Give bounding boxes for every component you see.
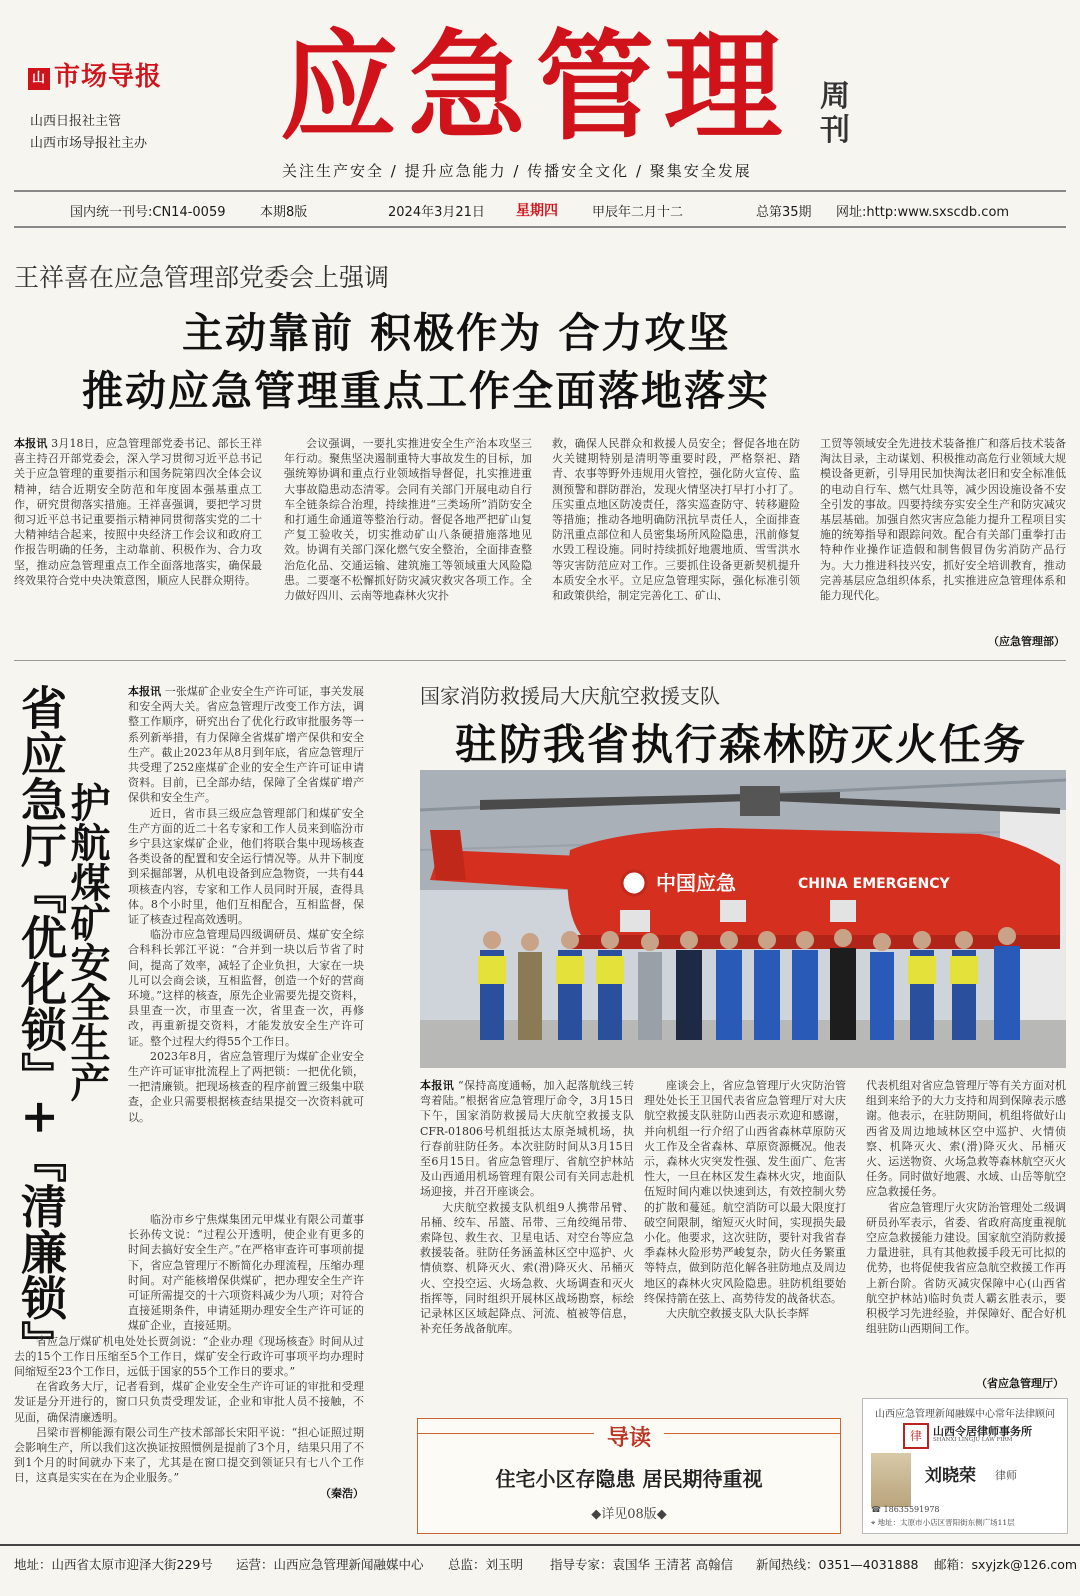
cn-number: 国内统一刊号:CN14-0059 — [70, 205, 226, 220]
logo-text: 市场导报 — [54, 62, 163, 92]
coal-paragraph-4: 2023年8月，省应急管理厅为煤矿企业安全生产许可证审批流程上了两把锁：一把优化锁，一把清廉锁。把现场核查的程序前置三级集中联查，企业只需要根据核查结果提交一次资料就可以。 — [128, 1049, 364, 1124]
coal-paragraph-8: 吕梁市晋柳能源有限公司生产技术部部长宋阳平说：“担心证照过期会影响生产，所以我们这次换证按照惯例是提前了3个月，结果只用了不到1个月的时间就办下来了，尤其是在窗口提交到领证只有七八个工作日，这真是实实在在为企业服务。” — [14, 1425, 364, 1485]
fire-kicker: 国家消防救援局大庆航空救援支队 — [420, 684, 720, 708]
coal-paragraph-2: 近日，省市县三级应急管理部门和煤矿安全生产方面的近二十名专家和工作人员来到临汾市乡宁县这家煤矿企业，他们将联合集中现场核查各类设备的配置和安全运行情况等。从井下制度到采掘部署，从机电设备到应急物资，一共有44项核查内容，专家和工作人员同时开展，查得具体。8个小时里，他们互相配合，互相监督，保证了核查过程高效透明。 — [128, 806, 364, 927]
lead-column-3: 救，确保人民群众和救援人员安全；督促各地在防火关键期特别是清明等重要时段，严格祭祀、踏青、农事等野外违规用火管控，强化防火宣传、监测预警和群防群治，发现火情坚决打早打小打了。压实重点地区防凌责任，落实巡查防守、转移避险等措施；推动各地明确防汛抗旱责任人，全面排查防汛重点部位和人员密集场所风险隐患，汛前修复水毁工程设施。同时持续抓好地震地质、雪雪洪水等灾害防范应对工作。三要抓住设备更新契机提升本质安全水平。立足应急管理实际，强化标准引领和政策供给，制定完善化工、矿山、 — [552, 437, 800, 603]
helicopter-cn-label: 中国应急 — [656, 871, 736, 895]
coal-column-bottom — [14, 1212, 364, 1532]
footer-experts: 指导专家：袁国华 王清茗 高翰信 — [550, 1557, 733, 1572]
coal-paragraph-7: 在省政务大厅，记者看到，煤矿企业安全生产许可证的审批和受理发证是分开进行的，窗口只负责受理发证，企业和审批人员不接触，不见面，确保清廉透明。 — [14, 1380, 364, 1424]
ad-header: 山西应急管理新闻融媒中心常年法律顾问 — [875, 1409, 1055, 1420]
lead-tag: 本报讯 — [14, 437, 48, 450]
coal-paragraph-1: 本报讯 一张煤矿企业安全生产许可证，事关发展和安全两大关。省应急管理厅改变工作方法，调整工作顺序，研究出台了优化行政审批服务等一系列新举措，有力保障全省煤矿增产保供和安全生产。截止2023年从8月到年底，省应急管理厅共受理了252座煤矿企业的安全生产许可证申请资料。目前，已全部办结，保障了全省煤矿增产保供和安全生产。 — [128, 685, 364, 805]
fire-tag: 本报讯 — [420, 1079, 455, 1092]
ad-photo-decoration — [871, 1453, 911, 1507]
section-divider — [14, 660, 1066, 661]
footer-operator: 运营：山西应急管理新闻融媒中心 — [236, 1557, 424, 1572]
masthead-slogan: 关注生产安全 / 提升应急能力 / 传播安全文化 / 聚集安全发展 — [282, 162, 752, 180]
masthead-title: 应急管理 — [280, 18, 793, 156]
law-firm-logo-icon: 律 — [903, 1423, 929, 1449]
lead-headline-1: 主动靠前 积极作为 合力攻坚 — [182, 309, 731, 357]
footer-editor: 总监：刘玉明 — [448, 1557, 524, 1572]
issue-weekday: 星期四 — [516, 203, 558, 219]
lawyer-ad — [862, 1398, 1068, 1534]
newspaper-logo — [28, 56, 162, 93]
fire-column-3 — [866, 1078, 1066, 1390]
fire-paragraph-2: 大庆航空救援支队机组9人携带吊臂、吊桶、绞车、吊篮、吊带、三角绞绳吊带、索降包、救生衣、卫星电话、对空台等应急救援装备。驻防任务涵盖林区空中巡护、火情侦察、机降灭火、索(滑)降灭火、吊桶灭火、空投空运、火场急救、火场调查和灭火指挥等，同时组织开展林区战场勘察，标绘记录林区区域起降点、河流、植被等信息，补充任务战备航库。 — [420, 1200, 634, 1336]
lead-source: （应急管理部） — [988, 635, 1065, 648]
publisher-line-2: 山西市场导报社主办 — [30, 136, 148, 151]
logo-seal-icon: 山 — [28, 68, 50, 90]
ad-firm-cn: 山西令居律师事务所 — [933, 1425, 1032, 1438]
guide-box — [417, 1418, 841, 1534]
ad-address: ⌖ 地址：太原市小店区晋阳街东侧广场11层 — [871, 1518, 1015, 1527]
ad-firm-en: SHANXI LINGJU LAW FIRM — [933, 1437, 1013, 1443]
guide-title: 导读 — [594, 1421, 664, 1452]
coal-paragraph-3: 临汾市应急管理局四级调研员、煤矿安全综合科科长郭江平说：“合并到一块以后节省了时间，提高了效率，减轻了企业负担，大家在一块儿可以会商会谈，互相监督，创造一个好的营商环境。”这样的核查，原先企业需要先提交资料，县里查一次，市里查一次，省里查一次，再修改，再重新提交资料，才能发放安全生产许可证。整个过程大约得55个工作日。 — [128, 928, 364, 1048]
website-url[interactable]: 网址:http:www.sxscdb.com — [836, 205, 1010, 220]
fire-paragraph-4: 大庆航空救援支队大队长李辉 — [666, 1307, 809, 1321]
issue-info-bar — [14, 190, 1066, 228]
ad-phone: ☎ 18635591978 — [871, 1505, 940, 1514]
footer-hotline: 新闻热线：0351—4031888 — [756, 1557, 919, 1572]
lunar-date: 甲辰年二月十二 — [592, 205, 684, 220]
fire-paragraph-3: 座谈会上，省应急管理厅火灾防治管理处处长王卫国代表省应急管理厅对大庆航空救援支队驻防山西表示欢迎和感谢，并向机组一行介绍了山西省森林草原防灭火工作及全省森林、草原资源概况。他表示，森林火灾突发性强、发生面广、危害性大，一旦在林区发生森林火灾，地面队伍短时间内难以快速到达，有效控制火势的扩散和蔓延。航空消防可以最大限度打破空间限制，缩短灭火时间，实现损失最小化。他要求，这次驻防，要针对我省春季森林火险形势严峻复杂，防火任务繁重等特点，做到防范化解各驻防地点及周边地区的森林火灾风险隐患。驻防机组要始终保持箭在弦上、高势待发的战备状态。 — [644, 1079, 846, 1305]
fire-column-1 — [420, 1078, 634, 1404]
guide-item[interactable]: 住宅小区存隐患 居民期待重视 — [495, 1467, 763, 1491]
edition-count: 本期8版 — [260, 205, 308, 220]
fire-paragraph-6: 省应急管理厅火灾防治管理处二级调研员孙军表示，省委、省政府高度重视航空应急救援能力建设。国家航空消防救援力量进驻，具有其他救援手段无可比拟的优势，也将促使我省应急航空救援工作再上新台阶。省防灭减灾保障中心(山西省航空护林站)临时负责人霸玄胜表示，要积极学习先进经验，并保障好、配合好机组驻防山西期间工作。 — [866, 1200, 1066, 1336]
ad-lawyer-title: 律师 — [995, 1469, 1017, 1482]
fire-paragraph-1: 本报讯 “保持高度通畅，加入起落航线三转弯着陆。”根据省应急管理厅命令，3月15日下午，国家消防救援局大庆航空救援支队CFR-01806号机组抵达太原尧城机场，执行春前驻防任务。本次驻防时间从3月15日至6月15日。省应急管理厅、省航空护林站及山西通用机场管理有限公司有关同志赴机场迎接，并召开座谈会。 — [420, 1079, 634, 1199]
lead-column-4: 工贸等领域安全先进技术装备推广和落后技术装备淘汰目录，主动谋划、积极推动高危行业领域大规模设备更新，引导用民加快淘汰老旧和安全标准低的电动自行车、燃气灶具等，减少因设施设备不安全引发的事故。四要持续夯实安全生产和防灾减灾基层基础。加强自然灾害应急能力提升工程项目实施的统筹指导和跟踪问效。配合有关部门重拳打击特种作业操作证造假和制售假冒伪劣消防产品行为。大力推进科技兴安，抓好安全培训教育，推动完善基层应急组织体系，扎实推进应急管理体系和能力现代化。 — [820, 437, 1066, 603]
coal-headline-sub: 护航煤矿安全生产 — [64, 782, 111, 1102]
coal-tag: 本报讯 — [128, 685, 162, 698]
lead-kicker: 王祥喜在应急管理部党委会上强调 — [14, 263, 390, 292]
lead-column-1: 本报讯 3月18日，应急管理部党委书记、部长王祥喜主持召开部党委会，深入学习贯彻习近平总书记关于应急管理的重要指示和国务院第四次全体会议精神，结合近期安全防范和年度固本强基重点工作，研究贯彻落实措施。王祥喜强调，要把学习贯彻习近平总书记重要指示精神同贯彻落实党的二十大精神结合起来，按照中央经济工作会议和政府工作报告明确的任务，主动靠前、积极作为、合力攻坚，推动应急管理重点工作全面落地落实，确保最终效果符合党中央决策意图，顺应人民群众期待。 — [14, 437, 262, 587]
coal-source: （秦浩） — [320, 1486, 364, 1500]
ad-lawyer-name: 刘晓荣 — [925, 1466, 976, 1486]
fire-column-2 — [644, 1078, 846, 1404]
guide-see-page[interactable]: ◆详见08版◆ — [591, 1507, 667, 1522]
coal-headline-main: 省应急厅『优化锁』+『清廉锁』 — [14, 684, 68, 1367]
helicopter-en-label: CHINA EMERGENCY — [798, 876, 950, 892]
coal-paragraph-5: 临汾市乡宁焦煤集团元甲煤业有限公司董事长孙传文说：“过程公开透明，使企业有更多的时间去搞好安全生产。”在严格审查许可事项前提下，省应急管理厅不断简化办理流程，压缩办理时间。对产能核增保供煤矿，把办理安全生产许可证所需提交的十六项资料减少为八项；对符合直接延期条件，申请延期办理安全生产许可证的煤矿企业，直接延期。 — [128, 1213, 364, 1333]
issue-date: 2024年3月21日 — [388, 205, 485, 220]
footer-email[interactable]: 邮箱：sxyjzk@126.com — [934, 1557, 1078, 1572]
lead-headline-2: 推动应急管理重点工作全面落地落实 — [82, 367, 770, 415]
fire-source: （省应急管理厅） — [976, 1377, 1064, 1390]
coal-paragraph-6: 省应急厅煤矿机电处处长贾剑说：“企业办理《现场核查》时间从过去的15个工作日压缩至5个工作日，煤矿安全行政许可事项平均办理时间缩短至23个工作日，远低于国家的55个工作日的要求。” — [14, 1334, 364, 1379]
page-footer — [0, 1544, 1080, 1578]
helicopter-photo — [420, 770, 1066, 1068]
issue-number: 总第35期 — [756, 205, 812, 220]
publisher-line-1: 山西日报社主管 — [30, 114, 122, 129]
helicopter-scene — [420, 770, 1066, 1068]
fire-headline: 驻防我省执行森林防灭火任务 — [455, 720, 1028, 769]
lead-column-2: 会议强调，一要扎实推进安全生产治本攻坚三年行动。聚焦坚决遏制重特大事故发生的目标，加强统筹协调和重点行业领域指导督促，扎实推进重大事故隐患动态清零。会同有关部门开展电动自行车全链条综合治理，持续推进“三类场所”消防安全和打通生命通道等整治行动。督促各地严把矿山复产复工验收关，切实推动矿山八条硬措施落地见效。协调有关部门深化燃气安全整治，全面排查整治危化品、交通运输、建筑施工等领域重大风险隐患。二要毫不松懈抓好防灾减灾救灾各项工作。全力做好四川、云南等地森林火灾扑 — [284, 437, 532, 603]
fire-paragraph-5: 代表机组对省应急管理厅等有关方面对机组到来给予的大力支持和周到保障表示感谢。他表示，在驻防期间，机组将做好山西省及周边地域林区空中巡护、火情侦察、机降灭火、索(滑)降灭火、吊桶灭火、运送物资、火场急救等森林航空灭火任务。同时做好地震、水域、山岳等航空应急救援任务。 — [866, 1079, 1066, 1199]
footer-address: 地址：山西省太原市迎泽大街229号 — [14, 1557, 213, 1572]
masthead-weekly: 周刊 — [820, 79, 850, 148]
